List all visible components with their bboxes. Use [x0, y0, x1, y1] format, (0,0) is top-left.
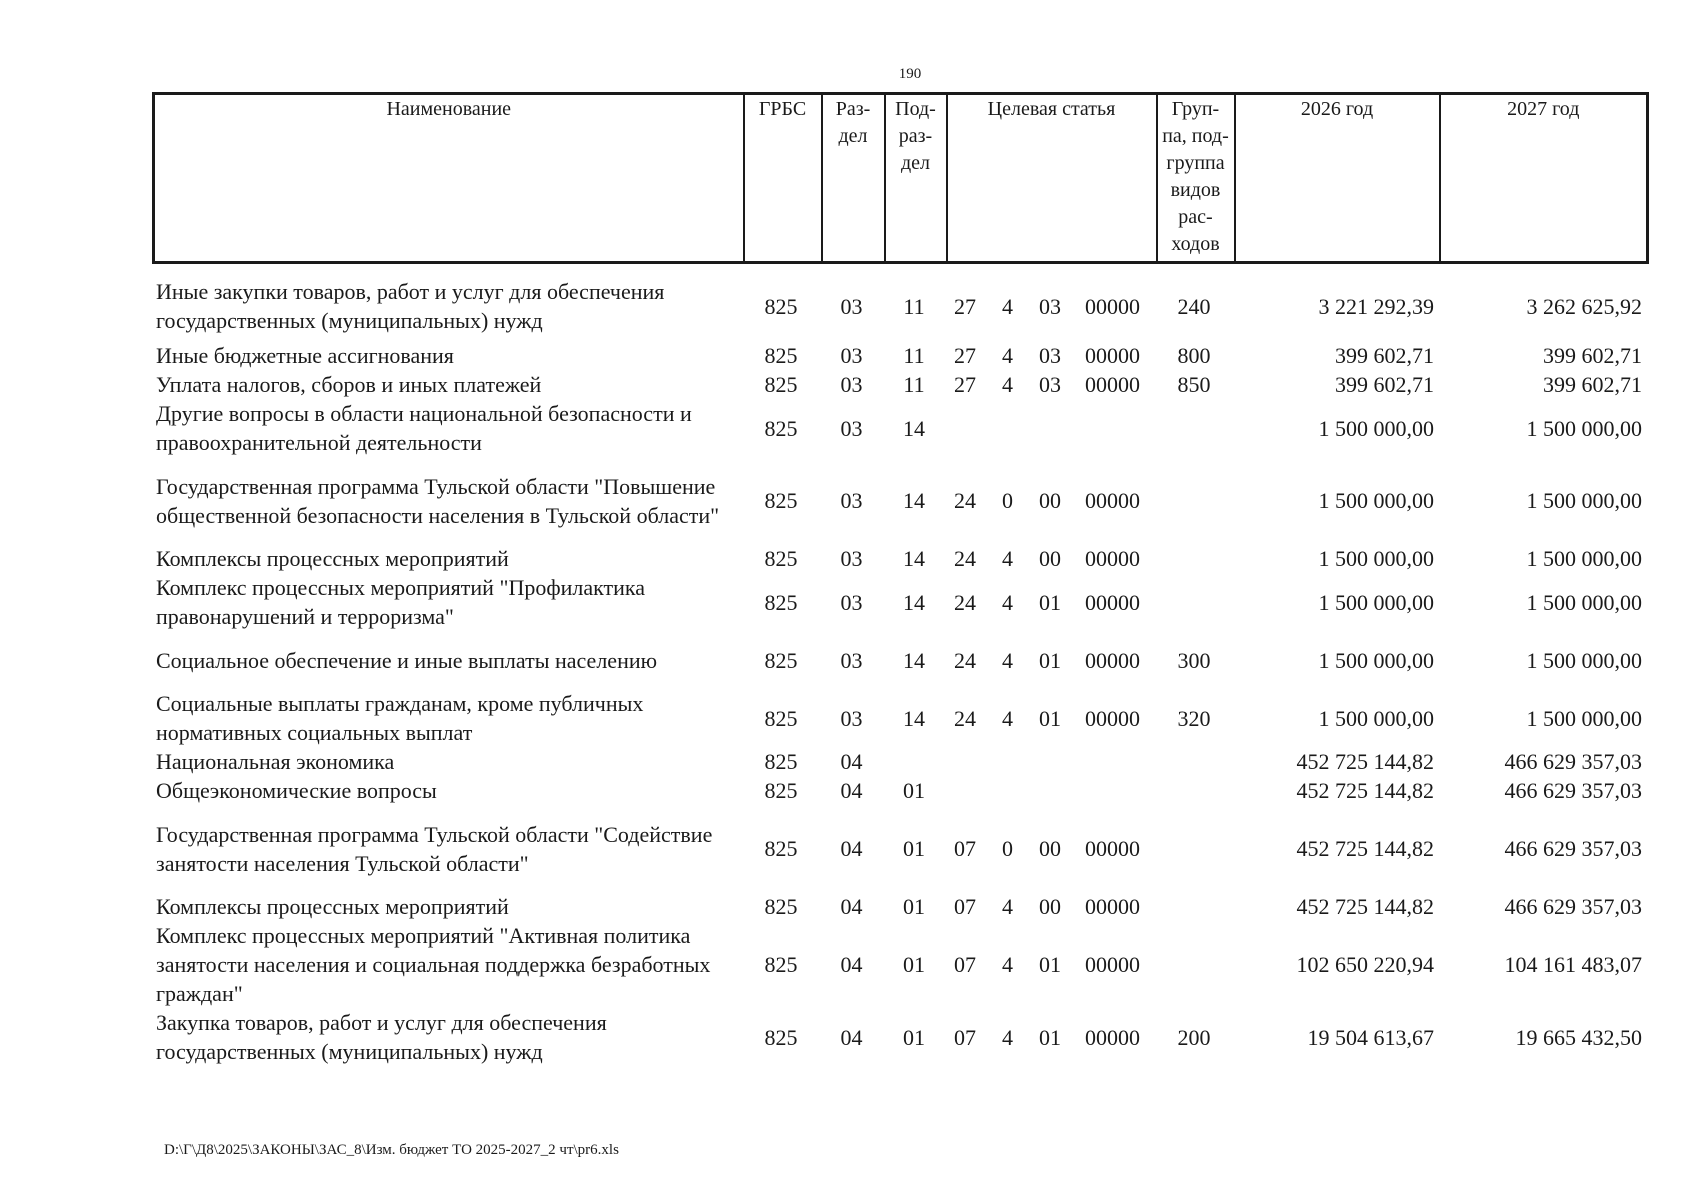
row-amount-2027: 466 629 357,03	[1504, 894, 1642, 919]
row-target-program: 24	[954, 546, 976, 571]
row-amount-2026: 19 504 613,67	[1307, 1024, 1434, 1050]
row-amount-2026: 1 500 000,00	[1318, 415, 1434, 441]
page-number: 190	[898, 66, 922, 82]
row-target-program: 27	[954, 372, 976, 397]
row-razdel: 03	[840, 343, 863, 368]
row-amount-2026: 3 221 292,39	[1318, 293, 1434, 319]
row-target-type: 4	[1002, 293, 1013, 319]
row-target-type	[985, 776, 1030, 805]
row-grbs: 825	[764, 488, 798, 513]
table-row	[152, 271, 1646, 341]
row-amount-2027: 466 629 357,03	[1504, 749, 1642, 774]
header-year-2026: 2026 год	[1235, 94, 1440, 263]
row-target-direction	[1070, 747, 1155, 776]
row-name: Комплекс процессных мероприятий "Профилактика правонарушений и терроризма"	[156, 575, 646, 629]
row-target-type: 4	[1002, 952, 1013, 977]
row-target-direction: 00000	[1085, 1024, 1140, 1050]
row-target-structure: 00	[1039, 836, 1061, 861]
table-row	[152, 1008, 1646, 1066]
header-podrazdel: Под- раз- дел	[885, 94, 947, 263]
row-amount-2026: 399 602,71	[1335, 343, 1434, 368]
row-expense-group	[1155, 457, 1233, 544]
row-amount-2027: 1 500 000,00	[1526, 705, 1642, 731]
row-razdel: 04	[840, 749, 863, 774]
row-expense-group	[1155, 921, 1233, 1008]
row-name: Уплата налогов, сборов и иных платежей	[156, 372, 542, 397]
row-target-direction: 00000	[1085, 647, 1140, 673]
row-target-direction: 00000	[1085, 952, 1140, 977]
row-amount-2026: 452 725 144,82	[1296, 749, 1434, 774]
row-razdel: 04	[840, 778, 863, 803]
row-expense-group: 320	[1177, 705, 1211, 731]
row-podrazdel: 11	[903, 293, 925, 319]
row-razdel: 03	[840, 589, 863, 615]
row-target-structure: 01	[1039, 647, 1061, 673]
row-grbs: 825	[764, 749, 798, 774]
row-razdel: 03	[840, 415, 863, 441]
row-target-structure: 03	[1039, 372, 1061, 397]
row-expense-group	[1155, 573, 1233, 631]
row-target-program	[945, 747, 985, 776]
row-amount-2027: 1 500 000,00	[1526, 546, 1642, 571]
row-razdel: 04	[840, 894, 863, 919]
header-year-2027: 2027 год	[1440, 94, 1648, 263]
row-name: Социальные выплаты гражданам, кроме публичных нормативных социальных выплат	[156, 691, 644, 745]
table-row	[152, 631, 1646, 689]
row-amount-2026: 399 602,71	[1335, 372, 1434, 397]
row-grbs: 825	[764, 372, 798, 397]
row-amount-2026: 452 725 144,82	[1296, 894, 1434, 919]
table-row	[152, 747, 1646, 776]
row-amount-2027: 104 161 483,07	[1504, 952, 1642, 977]
row-name: Комплексы процессных мероприятий	[156, 546, 509, 571]
table-row	[152, 457, 1646, 544]
row-target-type: 4	[1002, 894, 1013, 919]
row-target-direction: 00000	[1085, 546, 1140, 571]
row-expense-group	[1155, 776, 1233, 805]
row-target-type: 4	[1002, 343, 1013, 368]
row-target-structure: 00	[1039, 894, 1061, 919]
header-target-article: Целевая статья	[947, 94, 1157, 263]
row-grbs: 825	[764, 894, 798, 919]
row-razdel: 04	[840, 952, 863, 977]
row-target-structure: 01	[1039, 952, 1061, 977]
row-amount-2026: 1 500 000,00	[1318, 546, 1434, 571]
row-podrazdel: 01	[903, 778, 925, 803]
row-target-direction	[1070, 776, 1155, 805]
row-podrazdel: 14	[903, 647, 925, 673]
row-target-program	[945, 399, 985, 457]
row-name: Другие вопросы в области национальной безопасности и правоохранительной деятельности	[156, 401, 692, 455]
row-target-program	[945, 776, 985, 805]
row-amount-2026: 102 650 220,94	[1296, 952, 1434, 977]
row-amount-2027: 1 500 000,00	[1526, 647, 1642, 673]
row-name: Государственная программа Тульской области "Содействие занятости населения Тульской области"	[156, 821, 713, 876]
row-name: Закупка товаров, работ и услуг для обеспечения государственных (муниципальных) нужд	[156, 1010, 607, 1064]
row-razdel: 03	[840, 705, 863, 731]
row-podrazdel: 14	[903, 415, 925, 441]
row-target-type: 4	[1002, 372, 1013, 397]
row-target-type	[985, 747, 1030, 776]
row-target-program: 07	[954, 894, 976, 919]
file-path-footer: D:\Г\Д8\2025\ЗАКОНЫ\ЗАС_8\Изм. бюджет ТО 2025-2027_2 чт\pr6.xls	[164, 1142, 619, 1158]
row-grbs: 825	[764, 1024, 798, 1050]
row-grbs: 825	[764, 415, 798, 441]
header-name: Наименование	[154, 94, 744, 263]
header-razdel: Раз- дел	[822, 94, 885, 263]
row-amount-2026: 452 725 144,82	[1296, 836, 1434, 861]
row-expense-group	[1155, 747, 1233, 776]
row-target-program: 07	[954, 836, 976, 861]
row-target-program: 07	[954, 1024, 976, 1050]
row-target-direction: 00000	[1085, 705, 1140, 731]
row-name: Иные закупки товаров, работ и услуг для обеспечения государственных (муниципальных) нужд	[156, 279, 665, 333]
row-target-direction: 00000	[1085, 372, 1140, 397]
table-row	[152, 341, 1646, 370]
row-expense-group	[1155, 544, 1233, 573]
row-grbs: 825	[764, 836, 798, 861]
row-podrazdel: 14	[903, 488, 925, 513]
row-target-type: 4	[1002, 647, 1013, 673]
row-target-direction: 00000	[1085, 836, 1140, 861]
row-grbs: 825	[764, 343, 798, 368]
table-row	[152, 573, 1646, 631]
row-target-structure: 00	[1039, 546, 1061, 571]
row-name: Национальная экономика	[156, 749, 395, 774]
row-target-type: 4	[1002, 546, 1013, 571]
row-name: Комплекс процессных мероприятий "Активная политика занятости населения и социальная поддержка безработных граждан"	[156, 923, 711, 1006]
row-amount-2026: 1 500 000,00	[1318, 705, 1434, 731]
row-target-program: 24	[954, 488, 976, 513]
row-amount-2027: 466 629 357,03	[1504, 836, 1642, 861]
row-amount-2027: 399 602,71	[1543, 372, 1642, 397]
table-row	[152, 805, 1646, 892]
header-expense-group: Груп- па, под- группа видов рас- ходов	[1157, 94, 1235, 263]
header-grbs: ГРБС	[744, 94, 822, 263]
table-row	[152, 370, 1646, 399]
row-target-structure	[1030, 747, 1070, 776]
row-target-direction: 00000	[1085, 293, 1140, 319]
row-target-direction: 00000	[1085, 894, 1140, 919]
row-target-type: 4	[1002, 705, 1013, 731]
row-target-type: 4	[1002, 589, 1013, 615]
row-razdel: 03	[840, 372, 863, 397]
row-target-direction: 00000	[1085, 589, 1140, 615]
budget-table	[152, 271, 1646, 1066]
row-target-program: 27	[954, 343, 976, 368]
row-name: Социальное обеспечение и иные выплаты населению	[156, 647, 658, 673]
row-grbs: 825	[764, 546, 798, 571]
row-expense-group: 800	[1177, 343, 1211, 368]
table-row	[152, 399, 1646, 457]
row-grbs: 825	[764, 589, 798, 615]
row-target-structure: 01	[1039, 589, 1061, 615]
row-razdel: 03	[840, 293, 863, 319]
table-row	[152, 544, 1646, 573]
row-name: Иные бюджетные ассигнования	[156, 343, 454, 368]
row-podrazdel: 11	[903, 343, 925, 368]
row-amount-2026: 1 500 000,00	[1318, 589, 1434, 615]
row-podrazdel: 14	[903, 546, 925, 571]
row-amount-2026: 1 500 000,00	[1318, 647, 1434, 673]
row-target-type: 0	[1002, 836, 1013, 861]
row-podrazdel: 11	[903, 372, 925, 397]
row-amount-2027: 399 602,71	[1543, 343, 1642, 368]
row-target-structure: 01	[1039, 1024, 1061, 1050]
row-expense-group	[1155, 892, 1233, 921]
row-podrazdel: 14	[903, 589, 925, 615]
row-target-structure: 03	[1039, 293, 1061, 319]
row-target-structure: 00	[1039, 488, 1061, 513]
row-target-structure: 01	[1039, 705, 1061, 731]
row-target-program: 24	[954, 705, 976, 731]
row-amount-2027: 1 500 000,00	[1526, 415, 1642, 441]
row-amount-2027: 466 629 357,03	[1504, 778, 1642, 803]
table-row	[152, 892, 1646, 921]
row-podrazdel	[883, 747, 945, 776]
row-amount-2027: 1 500 000,00	[1526, 589, 1642, 615]
row-target-type	[985, 399, 1030, 457]
row-name: Общеэкономические вопросы	[156, 778, 437, 803]
row-target-program: 24	[954, 647, 976, 673]
row-expense-group: 240	[1177, 293, 1211, 319]
row-target-structure	[1030, 776, 1070, 805]
table-row	[152, 776, 1646, 805]
table-row	[152, 921, 1646, 1008]
row-grbs: 825	[764, 778, 798, 803]
row-target-direction	[1070, 399, 1155, 457]
row-grbs: 825	[764, 647, 798, 673]
row-podrazdel: 01	[903, 952, 925, 977]
row-grbs: 825	[764, 705, 798, 731]
row-target-type: 0	[1002, 488, 1013, 513]
row-podrazdel: 01	[903, 836, 925, 861]
table-header	[152, 92, 1649, 264]
row-target-type: 4	[1002, 1024, 1013, 1050]
row-grbs: 825	[764, 952, 798, 977]
row-amount-2027: 3 262 625,92	[1526, 293, 1642, 319]
row-amount-2027: 19 665 432,50	[1515, 1024, 1642, 1050]
row-expense-group: 850	[1177, 372, 1211, 397]
row-target-structure: 03	[1039, 343, 1061, 368]
row-podrazdel: 01	[903, 1024, 925, 1050]
row-razdel: 03	[840, 546, 863, 571]
row-expense-group	[1155, 399, 1233, 457]
row-razdel: 03	[840, 647, 863, 673]
row-target-program: 24	[954, 589, 976, 615]
row-amount-2026: 1 500 000,00	[1318, 488, 1434, 513]
row-target-program: 27	[954, 293, 976, 319]
row-target-program: 07	[954, 952, 976, 977]
row-name: Государственная программа Тульской области "Повышение общественной безопасности населения в Тульской области"	[156, 473, 720, 528]
row-target-direction: 00000	[1085, 343, 1140, 368]
row-target-direction: 00000	[1085, 488, 1140, 513]
row-podrazdel: 14	[903, 705, 925, 731]
row-razdel: 04	[840, 1024, 863, 1050]
row-expense-group: 300	[1177, 647, 1211, 673]
row-target-structure	[1030, 399, 1070, 457]
table-body	[152, 271, 1646, 1066]
row-name: Комплексы процессных мероприятий	[156, 894, 509, 919]
row-expense-group	[1155, 805, 1233, 892]
row-expense-group: 200	[1177, 1024, 1211, 1050]
table-row	[152, 689, 1646, 747]
row-amount-2027: 1 500 000,00	[1526, 488, 1642, 513]
row-amount-2026: 452 725 144,82	[1296, 778, 1434, 803]
row-podrazdel: 01	[903, 894, 925, 919]
row-grbs: 825	[764, 293, 798, 319]
row-razdel: 03	[840, 488, 863, 513]
row-razdel: 04	[840, 836, 863, 861]
